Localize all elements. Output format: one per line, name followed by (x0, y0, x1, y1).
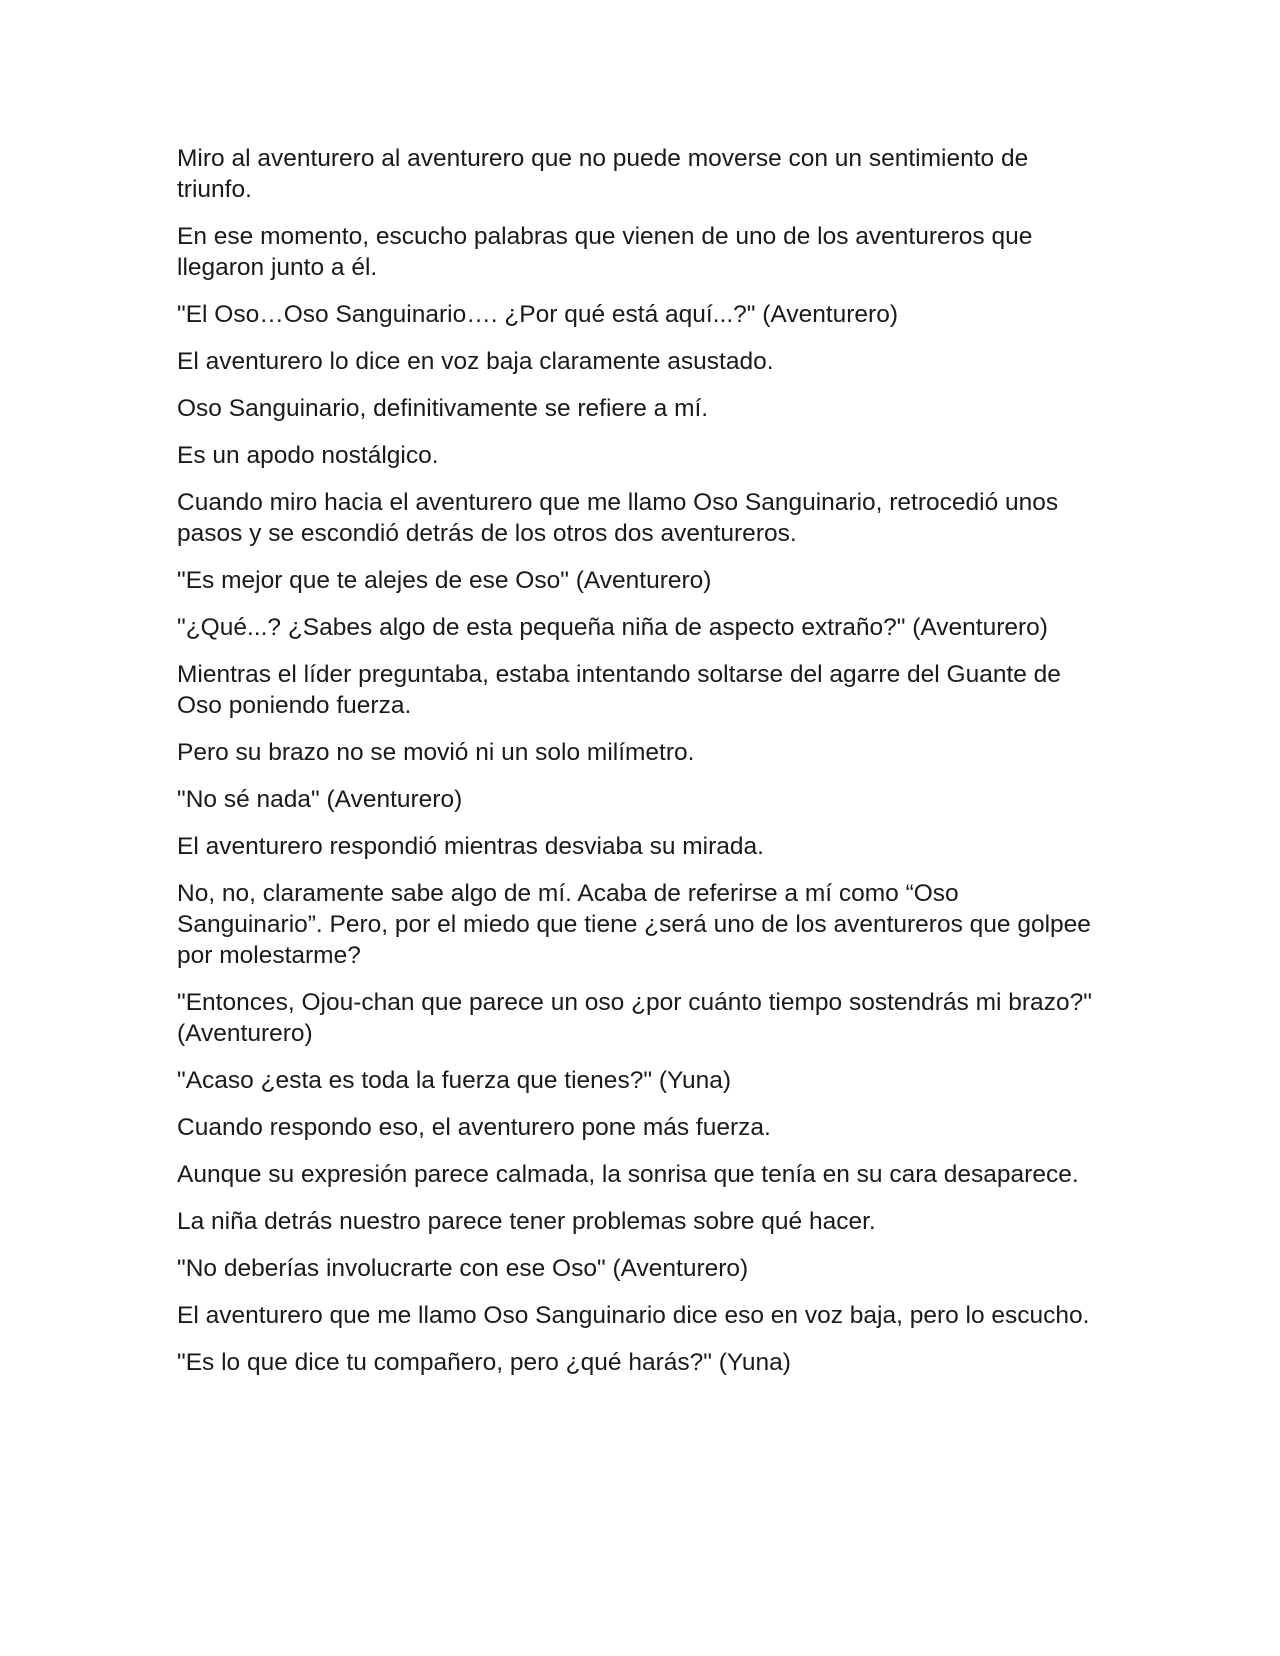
paragraph: No, no, claramente sabe algo de mí. Acaba de referirse a mí como “Oso Sanguinario”. Pero, por el miedo que tiene ¿será uno de los aventureros que golpee por molestarme? (177, 880, 1091, 969)
paragraph: Cuando miro hacia el aventurero que me llamo Oso Sanguinario, retrocedió unos pasos y se escondió detrás de los otros dos aventureros. (177, 489, 1059, 547)
paragraph: "El Oso…Oso Sanguinario…. ¿Por qué está aquí...?" (Aventurero) (177, 301, 898, 328)
paragraph: "Es mejor que te alejes de ese Oso" (Aventurero) (177, 567, 712, 594)
paragraph: Aunque su expresión parece calmada, la sonrisa que tenía en su cara desaparece. (177, 1161, 1079, 1188)
paragraph: El aventurero lo dice en voz baja claramente asustado. (177, 348, 774, 375)
document-body (177, 143, 1107, 1394)
paragraph: "No sé nada" (Aventurero) (177, 786, 463, 813)
paragraph: Es un apodo nostálgico. (177, 442, 439, 469)
paragraph: En ese momento, escucho palabras que vienen de uno de los aventureros que llegaron junto a él. (177, 223, 1033, 281)
paragraph: Pero su brazo no se movió ni un solo milímetro. (177, 739, 695, 766)
paragraph: "Entonces, Ojou-chan que parece un oso ¿por cuánto tiempo sostendrás mi brazo?" (Aventurero) (177, 989, 1092, 1047)
paragraph: "No deberías involucrarte con ese Oso" (Aventurero) (177, 1255, 749, 1282)
paragraph: Miro al aventurero al aventurero que no puede moverse con un sentimiento de triunfo. (177, 145, 1029, 203)
paragraph: "Es lo que dice tu compañero, pero ¿qué harás?" (Yuna) (177, 1349, 791, 1376)
paragraph: Cuando respondo eso, el aventurero pone más fuerza. (177, 1114, 771, 1141)
paragraph: "Acaso ¿esta es toda la fuerza que tienes?" (Yuna) (177, 1067, 732, 1094)
paragraph: Mientras el líder preguntaba, estaba intentando soltarse del agarre del Guante de Oso poniendo fuerza. (177, 661, 1061, 719)
paragraph: La niña detrás nuestro parece tener problemas sobre qué hacer. (177, 1208, 876, 1235)
paragraph: El aventurero que me llamo Oso Sanguinario dice eso en voz baja, pero lo escucho. (177, 1302, 1090, 1329)
paragraph: Oso Sanguinario, definitivamente se refiere a mí. (177, 395, 709, 422)
paragraph: El aventurero respondió mientras desviaba su mirada. (177, 833, 764, 860)
paragraph: "¿Qué...? ¿Sabes algo de esta pequeña niña de aspecto extraño?" (Aventurero) (177, 614, 1048, 641)
